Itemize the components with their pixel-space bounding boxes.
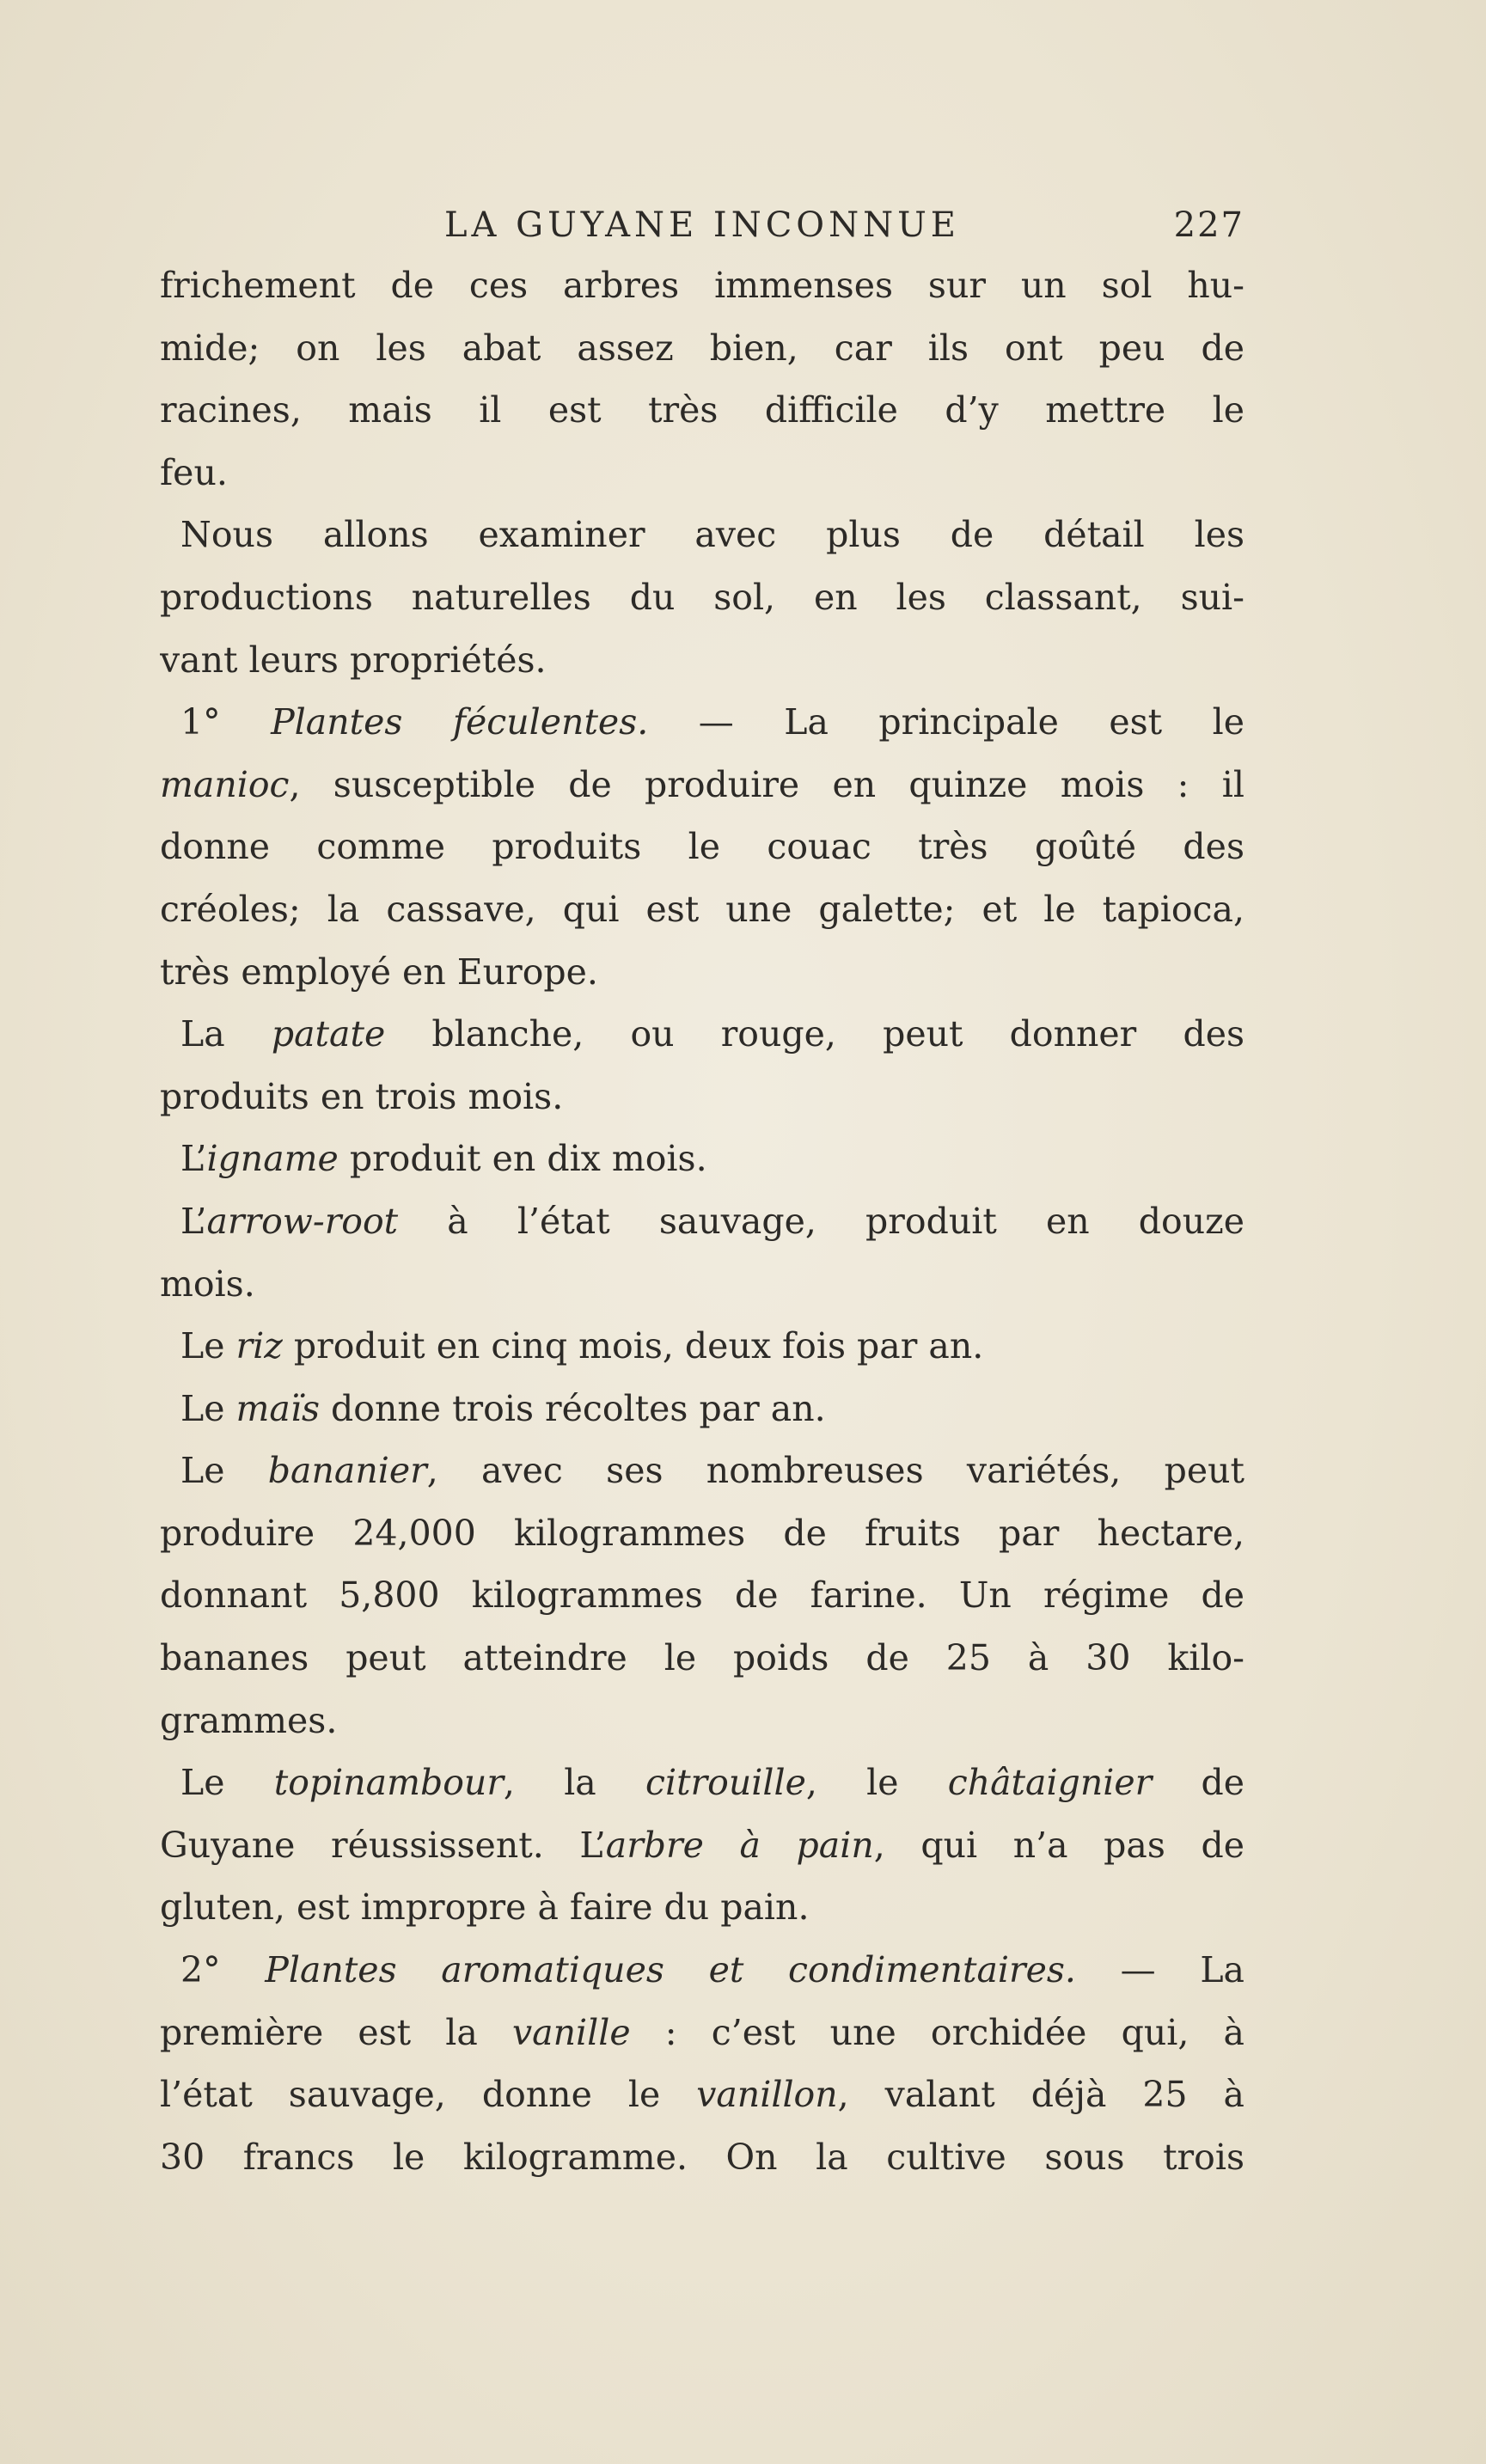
italic-text: citrouille: [645, 1762, 806, 1804]
italic-text: patate: [271, 1013, 386, 1055]
text-line: [160, 2064, 1244, 2126]
text-line: [160, 754, 1244, 816]
text-line: [160, 1502, 1244, 1565]
text-line: [160, 2002, 1244, 2064]
italic-text: riz: [235, 1325, 283, 1367]
text-segment: blanche, ou rouge, peut donner des: [385, 1013, 1244, 1055]
text-segment: produit en cinq mois, deux fois par an.: [282, 1325, 984, 1367]
text-segment: , la: [503, 1762, 645, 1804]
italic-text: manioc: [160, 763, 290, 805]
text-segment: — La: [1075, 1949, 1244, 1991]
italic-text: arrow-root: [206, 1200, 399, 1242]
text-line: [160, 1814, 1244, 1877]
text-segment: grammes.: [160, 1699, 338, 1741]
body-text: [160, 254, 1244, 2188]
text-segment: , valant déjà 25 à: [837, 2074, 1244, 2116]
italic-text: topinambour: [273, 1762, 504, 1804]
text-line: [160, 1690, 1244, 1752]
italic-text: vanille: [512, 2011, 631, 2053]
text-line: [160, 1066, 1244, 1128]
text-segment: mois.: [160, 1263, 255, 1305]
text-segment: feu.: [160, 451, 228, 493]
text-line: [160, 878, 1244, 941]
text-line: [160, 1440, 1244, 1502]
text-segment: très employé en Europe.: [160, 951, 598, 993]
text-segment: , le: [805, 1762, 948, 1804]
text-segment: Le: [180, 1450, 268, 1492]
text-segment: , susceptible de produire en quinze mois : il: [289, 763, 1244, 805]
text-segment: , avec ses nombreuses variétés, peut: [426, 1450, 1244, 1492]
text-segment: produits en trois mois.: [160, 1075, 564, 1117]
text-segment: , qui n’a pas de: [873, 1824, 1244, 1866]
text-line: [160, 566, 1244, 629]
text-segment: créoles; la cassave, qui est une galette; et le tapioca,: [160, 888, 1244, 930]
text-line: [160, 1190, 1244, 1253]
text-segment: L’: [180, 1138, 207, 1180]
text-segment: racines, mais il est très difficile d’y mettre le: [160, 389, 1244, 431]
text-segment: 1°: [180, 701, 272, 743]
italic-text: vanillon: [696, 2074, 838, 2116]
text-segment: 30 francs le kilogramme. On la cultive sous trois: [160, 2136, 1244, 2178]
text-segment: première est la: [160, 2011, 513, 2053]
text-line: [160, 816, 1244, 878]
text-segment: à l’état sauvage, produit en douze: [398, 1200, 1244, 1242]
text-segment: productions naturelles du sol, en les classant, sui-: [160, 576, 1244, 618]
running-header: [160, 199, 1244, 251]
text-line: [160, 1253, 1244, 1316]
text-line: [160, 1752, 1244, 1814]
text-segment: vant leurs propriétés.: [160, 639, 547, 681]
text-line: [160, 1128, 1244, 1190]
text-segment: L’: [180, 1200, 207, 1242]
text-line: [160, 442, 1244, 504]
italic-text: arbre à pain: [605, 1824, 874, 1866]
text-line: [160, 629, 1244, 692]
text-line: [160, 317, 1244, 380]
italic-text: châtaignier: [947, 1762, 1153, 1804]
text-segment: Le: [180, 1325, 236, 1367]
page-number: 227: [1173, 205, 1244, 245]
text-segment: Le: [180, 1762, 274, 1804]
text-segment: donne comme produits le couac très goûté des: [160, 826, 1244, 868]
text-segment: bananes peut atteindre le poids de 25 à 30 kilo-: [160, 1637, 1244, 1679]
text-line: [160, 1876, 1244, 1939]
text-segment: produire 24,000 kilogrammes de fruits par hectare,: [160, 1512, 1244, 1554]
text-segment: gluten, est impropre à faire du pain.: [160, 1886, 810, 1929]
italic-text: bananier: [267, 1450, 427, 1492]
text-line: [160, 1315, 1244, 1378]
italic-text: Plantes féculentes.: [271, 701, 649, 743]
text-line: [160, 691, 1244, 754]
text-segment: produit en dix mois.: [338, 1138, 707, 1180]
running-title: LA GUYANE INCONNUE: [443, 205, 961, 245]
italic-text: maïs: [235, 1387, 321, 1429]
text-line: [160, 941, 1244, 1004]
text-segment: — La principale est le: [648, 701, 1244, 743]
text-line: [160, 1378, 1244, 1440]
text-segment: 2°: [180, 1949, 266, 1991]
italic-text: igname: [206, 1138, 339, 1180]
text-line: [160, 1564, 1244, 1627]
text-line: [160, 1003, 1244, 1066]
text-segment: mide; on les abat assez bien, car ils ont peu de: [160, 327, 1244, 369]
italic-text: Plantes aromatiques et condimentaires.: [265, 1949, 1076, 1991]
text-segment: frichement de ces arbres immenses sur un sol hu-: [160, 265, 1244, 306]
text-segment: donnant 5,800 kilogrammes de farine. Un régime de: [160, 1574, 1244, 1617]
text-segment: donne trois récoltes par an.: [320, 1387, 826, 1429]
text-segment: Guyane réussissent. L’: [160, 1824, 606, 1866]
text-line: [160, 1627, 1244, 1690]
text-segment: Le: [180, 1387, 236, 1429]
text-segment: La: [180, 1013, 272, 1055]
text-segment: : c’est une orchidée qui, à: [630, 2011, 1244, 2053]
text-line: [160, 254, 1244, 317]
text-line: [160, 504, 1244, 566]
text-segment: l’état sauvage, donne le: [160, 2074, 697, 2116]
text-segment: Nous allons examiner avec plus de détail les: [180, 514, 1244, 556]
text-line: [160, 379, 1244, 442]
text-line: [160, 1939, 1244, 2002]
text-line: [160, 2126, 1244, 2189]
text-segment: de: [1152, 1762, 1244, 1804]
